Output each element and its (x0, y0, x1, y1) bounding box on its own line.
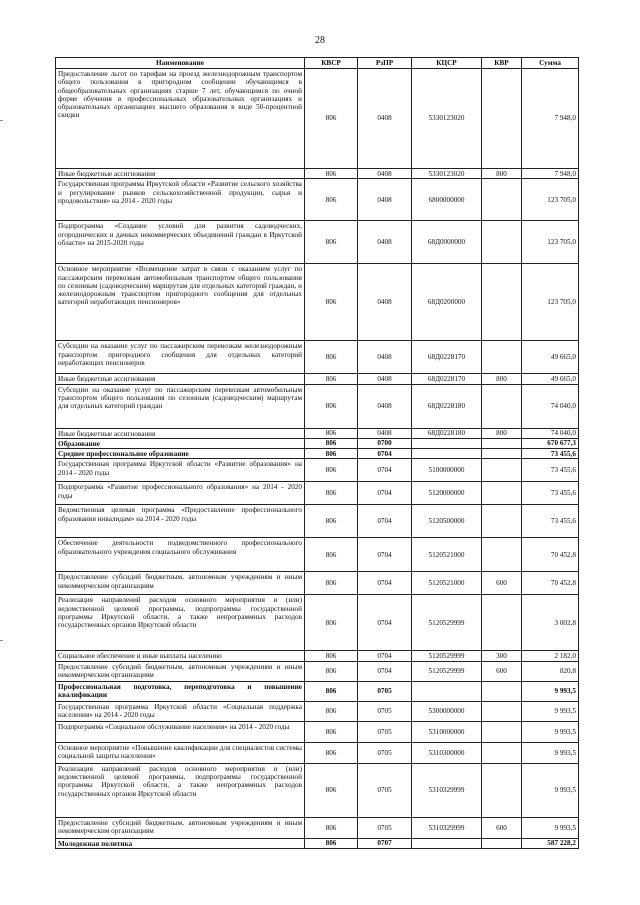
table-row (56, 505, 579, 538)
cell-kcsr: 5310300000 (412, 742, 482, 763)
cell-kvsr: 806 (305, 817, 358, 838)
cell-rzpr: 0700 (358, 438, 412, 448)
cell-kcsr: 5120521000 (412, 538, 482, 572)
cell-sum: 9 993,5 (522, 721, 579, 742)
cell-rzpr: 0707 (358, 838, 412, 848)
cell-kvr (482, 384, 522, 428)
cell-sum: 7 948,0 (522, 169, 579, 179)
cell-rzpr: 0408 (358, 169, 412, 179)
cell-kvr (482, 763, 522, 817)
table-row (56, 428, 579, 438)
header-rzpr: РзПР (358, 58, 412, 69)
cell-kvsr: 806 (305, 721, 358, 742)
table-row (56, 179, 579, 221)
cell-rzpr: 0704 (358, 449, 412, 459)
cell-sum: 9 993,5 (522, 742, 579, 763)
cell-name: Образование (56, 438, 305, 448)
cell-name: Иные бюджетные ассигнования (56, 428, 305, 438)
cell-sum: 49 665,0 (522, 374, 579, 384)
cell-kcsr: 5120521000 (412, 572, 482, 595)
cell-name: Предоставление льгот по тарифам на проезд железнодорожным транспортом общего пользования в пригородном сообщении обучающимся в общеобразовательных организациях старше 7 лет, обучающимся по очной форме обучения в профессиональных образовательных организациях и образовательных организациях высшего образования в виде 50-процентной скидки (56, 69, 305, 169)
cell-kvsr: 806 (305, 838, 358, 848)
cell-kvsr: 806 (305, 742, 358, 763)
cell-kvr: 800 (482, 169, 522, 179)
cell-kvsr: 806 (305, 763, 358, 817)
table-row (56, 838, 579, 848)
cell-rzpr: 0705 (358, 721, 412, 742)
table-row (56, 449, 579, 459)
cell-kcsr: 5310000000 (412, 721, 482, 742)
table-row (56, 169, 579, 179)
cell-kcsr (412, 438, 482, 448)
header-kcsr: КЦСР (412, 58, 482, 69)
cell-kvr (482, 505, 522, 538)
cell-sum: 74 040,0 (522, 428, 579, 438)
cell-sum: 670 677,3 (522, 438, 579, 448)
cell-kvsr: 806 (305, 179, 358, 221)
cell-kvr (482, 482, 522, 505)
cell-kcsr: 68Д0228180 (412, 384, 482, 428)
cell-name: Предоставление субсидий бюджетным, автономным учреждениям и иным некоммерческим организациям (56, 572, 305, 595)
cell-kvsr: 806 (305, 505, 358, 538)
cell-kvsr: 806 (305, 221, 358, 264)
cell-rzpr: 0705 (358, 742, 412, 763)
cell-kvr: 800 (482, 374, 522, 384)
cell-name: Государственная программа Иркутской области «Социальная поддержка населения» на 2014 - 2020 годы (56, 701, 305, 721)
cell-sum: 123 705,0 (522, 264, 579, 341)
cell-sum: 123 705,0 (522, 221, 579, 264)
cell-name: Иные бюджетные ассигнования (56, 169, 305, 179)
cell-kcsr: 5120529999 (412, 595, 482, 651)
cell-rzpr: 0704 (358, 661, 412, 681)
cell-sum: 73 455,6 (522, 459, 579, 482)
cell-kvr (482, 538, 522, 572)
cell-kvr (482, 838, 522, 848)
cell-rzpr: 0408 (358, 428, 412, 438)
table-row (56, 763, 579, 817)
cell-rzpr: 0704 (358, 595, 412, 651)
cell-sum: 9 993,5 (522, 701, 579, 721)
cell-sum: 820,8 (522, 661, 579, 681)
cell-rzpr: 0704 (358, 651, 412, 661)
cell-kvr (482, 721, 522, 742)
table-body (56, 69, 579, 849)
cell-sum: 9 993,5 (522, 817, 579, 838)
cell-kcsr: 5330123020 (412, 69, 482, 169)
cell-kcsr: 68Д0200000 (412, 264, 482, 341)
cell-rzpr: 0704 (358, 459, 412, 482)
table-row (56, 701, 579, 721)
header-name: Наименование (56, 58, 305, 69)
cell-name: Основное мероприятие «Возмещение затрат в связи с оказанием услуг по пассажирским перевозкам автомобильным транспортом общего пользования по сезонным (садоводческим) маршрутам для отдельных категорий граждан, и железнодорожным транспортом пригородного сообщения для отдельных категорий неработающих пенсионеров» (56, 264, 305, 341)
cell-kcsr (412, 449, 482, 459)
cell-name: Реализация направлений расходов основного мероприятия и (или) ведомственной целевой программы, подпрограммы государственной программы Иркутской области, а также непрограммных расходов государственных органов Иркутской области (56, 595, 305, 651)
cell-kvsr: 806 (305, 572, 358, 595)
cell-kvr (482, 595, 522, 651)
cell-kcsr (412, 681, 482, 701)
cell-rzpr: 0408 (358, 179, 412, 221)
cell-sum: 9 993,5 (522, 681, 579, 701)
cell-kvr (482, 459, 522, 482)
cell-kcsr: 5300000000 (412, 701, 482, 721)
cell-kcsr: 5310329999 (412, 817, 482, 838)
table-row (56, 459, 579, 482)
cell-kcsr: 5330123020 (412, 169, 482, 179)
cell-kvr (482, 179, 522, 221)
table-row (56, 374, 579, 384)
cell-kvr: 600 (482, 817, 522, 838)
cell-sum: 3 002,8 (522, 595, 579, 651)
cell-sum: 7 948,0 (522, 69, 579, 169)
cell-rzpr: 0705 (358, 681, 412, 701)
cell-kvsr: 806 (305, 341, 358, 374)
margin-tick (0, 120, 3, 121)
cell-kcsr: 6800000000 (412, 179, 482, 221)
table-header-row (56, 58, 579, 69)
cell-kvsr: 806 (305, 169, 358, 179)
cell-kvr (482, 341, 522, 374)
cell-sum: 9 993,5 (522, 763, 579, 817)
cell-name: Подпрограмма «Создание условий для развития садоводческих, огороднических и дачных некоммерческих объединений граждан в Иркутской области» на 2015-2020 годы (56, 221, 305, 264)
cell-kvsr: 806 (305, 438, 358, 448)
cell-rzpr: 0408 (358, 264, 412, 341)
table-row (56, 482, 579, 505)
cell-name: Государственная программа Иркутской области «Развитие образования» на 2014 - 2020 годы (56, 459, 305, 482)
cell-sum: 73 455,6 (522, 449, 579, 459)
cell-kvr (482, 701, 522, 721)
cell-rzpr: 0408 (358, 69, 412, 169)
cell-kvr: 600 (482, 661, 522, 681)
cell-kvsr: 806 (305, 595, 358, 651)
cell-name: Субсидии на оказание услуг по пассажирским перевозкам автомобильным транспортом общего пользования по сезонным (садоводческим) маршрутам для отдельных категорий граждан (56, 384, 305, 428)
cell-kcsr: 5120000000 (412, 482, 482, 505)
cell-name: Профессиональная подготовка, переподготовка и повышение квалификации (56, 681, 305, 701)
cell-kvsr: 806 (305, 681, 358, 701)
cell-name: Основное мероприятие «Повышение квалификации для специалистов системы социальной защиты населения» (56, 742, 305, 763)
table-row (56, 69, 579, 169)
cell-kcsr: 68Д0000000 (412, 221, 482, 264)
cell-name: Среднее профессиональное образование (56, 449, 305, 459)
cell-kvsr: 806 (305, 449, 358, 459)
header-sum: Сумма (522, 58, 579, 69)
cell-kvsr: 806 (305, 264, 358, 341)
table-row (56, 572, 579, 595)
table-row (56, 538, 579, 572)
table-row (56, 721, 579, 742)
budget-table (55, 57, 579, 849)
cell-rzpr: 0408 (358, 341, 412, 374)
page-number: 28 (315, 35, 325, 46)
margin-tick (0, 640, 3, 641)
cell-name: Обеспечение деятельности подведомственного профессионального образовательного учреждения социального обслуживания (56, 538, 305, 572)
cell-sum: 70 452,8 (522, 538, 579, 572)
table-row (56, 221, 579, 264)
cell-kcsr: 5120529999 (412, 661, 482, 681)
cell-sum: 2 182,0 (522, 651, 579, 661)
cell-kvsr: 806 (305, 661, 358, 681)
cell-kvsr: 806 (305, 459, 358, 482)
cell-sum: 73 455,6 (522, 482, 579, 505)
cell-rzpr: 0705 (358, 701, 412, 721)
table-row (56, 681, 579, 701)
cell-kvr: 800 (482, 428, 522, 438)
cell-kvr: 600 (482, 572, 522, 595)
cell-kvr: 300 (482, 651, 522, 661)
cell-kvr (482, 742, 522, 763)
table-row (56, 341, 579, 374)
table-row (56, 661, 579, 681)
table-row (56, 264, 579, 341)
cell-kvsr: 806 (305, 701, 358, 721)
cell-name: Государственная программа Иркутской области «Развитие сельского хозяйства и регулирование рынков сельскохозяйственной продукции, сырья и продовольствия» на 2014 - 2020 годы (56, 179, 305, 221)
cell-sum: 49 665,0 (522, 341, 579, 374)
cell-rzpr: 0408 (358, 384, 412, 428)
cell-rzpr: 0704 (358, 538, 412, 572)
cell-kcsr (412, 838, 482, 848)
cell-kvr (482, 264, 522, 341)
cell-name: Предоставление субсидий бюджетным, автономным учреждениям и иным некоммерческим организациям (56, 661, 305, 681)
cell-kvr (482, 438, 522, 448)
cell-rzpr: 0704 (358, 482, 412, 505)
table-row (56, 595, 579, 651)
cell-kcsr: 68Д0228170 (412, 374, 482, 384)
cell-name: Ведомственная целевая программа «Предоставление профессионального образования инвалидам» на 2014 - 2020 годы (56, 505, 305, 538)
cell-sum: 123 705,0 (522, 179, 579, 221)
cell-kvr (482, 449, 522, 459)
cell-name: Предоставление субсидий бюджетным, автономным учреждениям и иным некоммерческим организациям (56, 817, 305, 838)
cell-kcsr: 5120500000 (412, 505, 482, 538)
cell-kvsr: 806 (305, 538, 358, 572)
table-row (56, 384, 579, 428)
cell-rzpr: 0704 (358, 572, 412, 595)
cell-name: Субсидии на оказание услуг по пассажирским перевозкам железнодорожным транспортом пригородного сообщения для отдельных категорий неработающих пенсионеров (56, 341, 305, 374)
cell-rzpr: 0408 (358, 221, 412, 264)
header-kvsr: КВСР (305, 58, 358, 69)
cell-kvr (482, 69, 522, 169)
cell-sum: 70 452,8 (522, 572, 579, 595)
cell-kcsr: 5310329999 (412, 763, 482, 817)
cell-name: Реализация направлений расходов основного мероприятия и (или) ведомственной целевой программы, подпрограммы государственной программы Иркутской области, а также непрограммных расходов государственных органов Иркутской области (56, 763, 305, 817)
cell-kcsr: 68Д0228180 (412, 428, 482, 438)
cell-kvr (482, 221, 522, 264)
cell-kvr (482, 681, 522, 701)
cell-sum: 587 228,2 (522, 838, 579, 848)
cell-name: Молодежная политика (56, 838, 305, 848)
cell-name: Социальное обеспечение и иные выплаты населению (56, 651, 305, 661)
cell-rzpr: 0704 (358, 505, 412, 538)
cell-kcsr: 5100000000 (412, 459, 482, 482)
cell-name: Иные бюджетные ассигнования (56, 374, 305, 384)
cell-kvsr: 806 (305, 384, 358, 428)
table-row (56, 742, 579, 763)
cell-kvsr: 806 (305, 428, 358, 438)
cell-kvsr: 806 (305, 482, 358, 505)
cell-sum: 74 040,0 (522, 384, 579, 428)
cell-rzpr: 0705 (358, 763, 412, 817)
table-row (56, 438, 579, 448)
cell-name: Подпрограмма «Социальное обслуживание населения» на 2014 - 2020 годы (56, 721, 305, 742)
cell-kcsr: 5120529999 (412, 651, 482, 661)
cell-rzpr: 0705 (358, 817, 412, 838)
table-row (56, 817, 579, 838)
cell-kvsr: 806 (305, 69, 358, 169)
cell-kvsr: 806 (305, 651, 358, 661)
cell-kcsr: 68Д0228170 (412, 341, 482, 374)
cell-name: Подпрограмма «Развитие профессионального образования» на 2014 - 2020 годы (56, 482, 305, 505)
cell-rzpr: 0408 (358, 374, 412, 384)
cell-kvsr: 806 (305, 374, 358, 384)
cell-sum: 73 455,6 (522, 505, 579, 538)
header-kvr: КВР (482, 58, 522, 69)
table-row (56, 651, 579, 661)
